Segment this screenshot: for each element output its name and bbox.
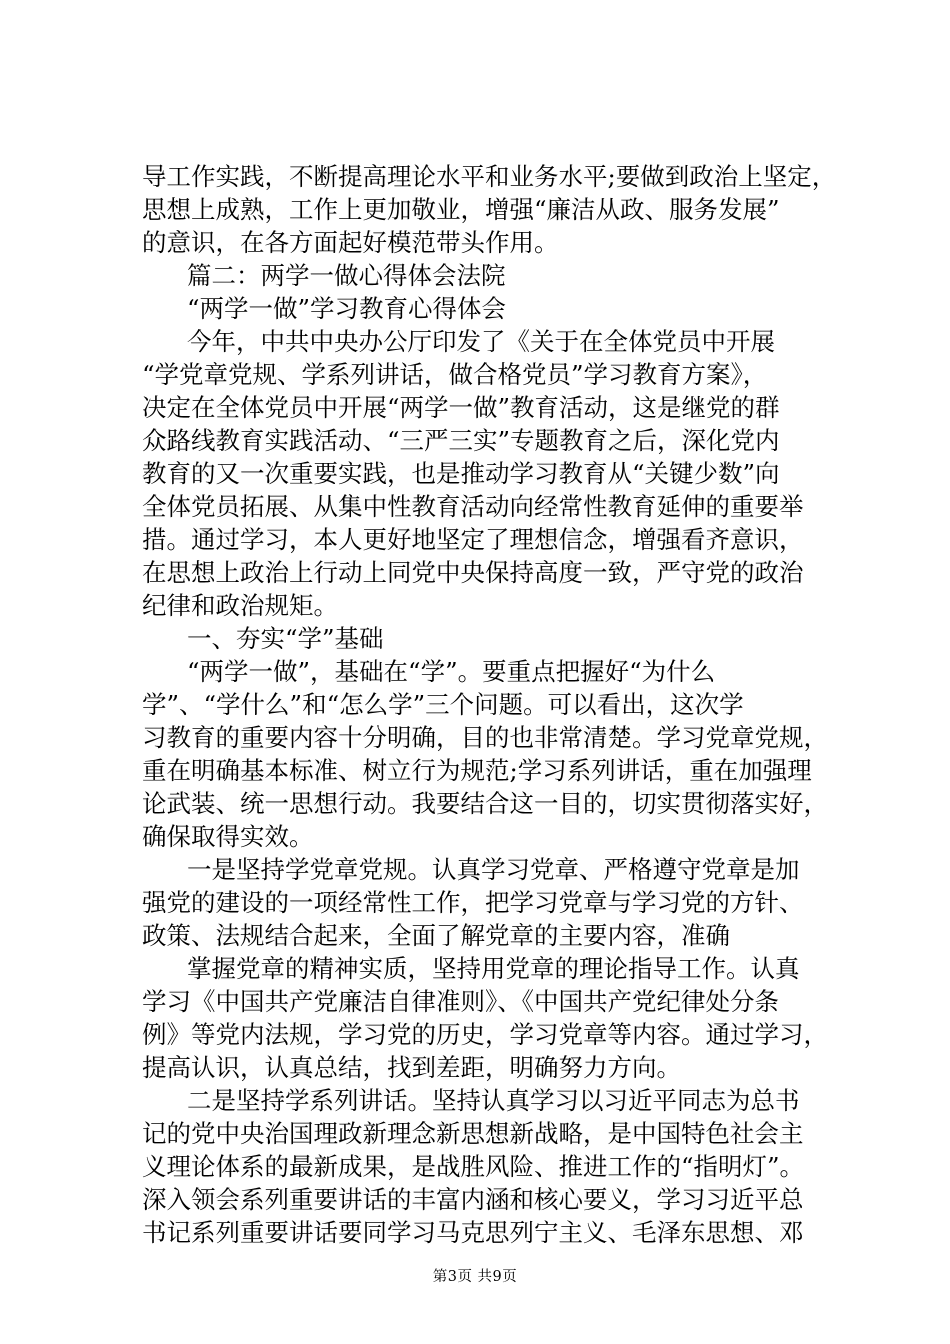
text-line: 强党的建设的一项经常性工作，把学习党章与学习党的方针、 [142,888,804,917]
text-line: 的意识，在各方面起好模范带头作用。 [142,228,559,257]
text-line: “两学一做”，基础在“学”。要重点把握好“为什么 [187,657,716,686]
text-line: 决定在全体党员中开展“两学一做”教育活动，这是继党的群 [142,393,780,422]
text-line: 提高认识，认真总结，找到差距，明确努力方向。 [142,1053,681,1082]
text-line: 掌握党章的精神实质，坚持用党章的理论指导工作。认真 [187,954,800,983]
text-line: 篇二：两学一做心得体会法院 [187,261,506,290]
text-line: 论武装、统一思想行动。我要结合这一目的，切实贯彻落实好， [142,789,828,818]
body-text [142,160,842,1249]
text-line: 深入领会系列重要讲话的丰富内涵和核心要义，学习习近平总 [142,1185,804,1214]
text-line: 确保取得实效。 [142,822,314,851]
text-line: 义理论体系的最新成果，是战胜风险、推进工作的“指明灯”。 [142,1152,805,1181]
text-line: 书记系列重要讲话要同学习马克思列宁主义、毛泽东思想、邓 [142,1218,804,1247]
text-line: 学”、“学什么”和“怎么学”三个问题。可以看出，这次学 [142,690,744,719]
text-line: 一是坚持学党章党规。认真学习党章、严格遵守党章是加 [187,855,800,884]
text-line: 今年，中共中央办公厅印发了《关于在全体党员中开展 [187,327,775,356]
text-line: 记的党中央治国理政新理念新思想新战略，是中国特色社会主 [142,1119,804,1148]
text-line: 在思想上政治上行动上同党中央保持高度一致，严守党的政治 [142,558,804,587]
text-line: 措。通过学习，本人更好地坚定了理想信念，增强看齐意识， [142,525,804,554]
text-line: 一、夯实“学”基础 [187,624,384,653]
text-line: 纪律和政治规矩。 [142,591,338,620]
text-line: 全体党员拓展、从集中性教育活动向经常性教育延伸的重要举 [142,492,804,521]
text-line: 重在明确基本标准、树立行为规范;学习系列讲话，重在加强理 [142,756,812,785]
text-line: 二是坚持学系列讲话。坚持认真学习以习近平同志为总书 [187,1086,800,1115]
text-line: 导工作实践，不断提高理论水平和业务水平;要做到政治上坚定， [142,162,837,191]
text-line: 学习《中国共产党廉洁自律准则》、《中国共产党纪律处分条 [142,987,779,1016]
text-line: “学党章党规、学系列讲话，做合格党员”学习教育方案》， [142,360,768,389]
text-line: “两学一做”学习教育心得体会 [187,294,507,323]
text-line: 教育的又一次重要实践，也是推动学习教育从“关键少数”向 [142,459,780,488]
text-line: 众路线教育实践活动、“三严三实”专题教育之后，深化党内 [142,426,780,455]
text-line: 思想上成熟，工作上更加敬业，增强“廉洁从政、服务发展” [142,195,780,224]
page-footer: 第3页 共9页 [432,1269,518,1285]
text-line: 政策、法规结合起来，全面了解党章的主要内容，准确 [142,921,730,950]
text-line: 例》等党内法规，学习党的历史，学习党章等内容。通过学习， [142,1020,828,1049]
text-line: 习教育的重要内容十分明确，目的也非常清楚。学习党章党规， [142,723,828,752]
